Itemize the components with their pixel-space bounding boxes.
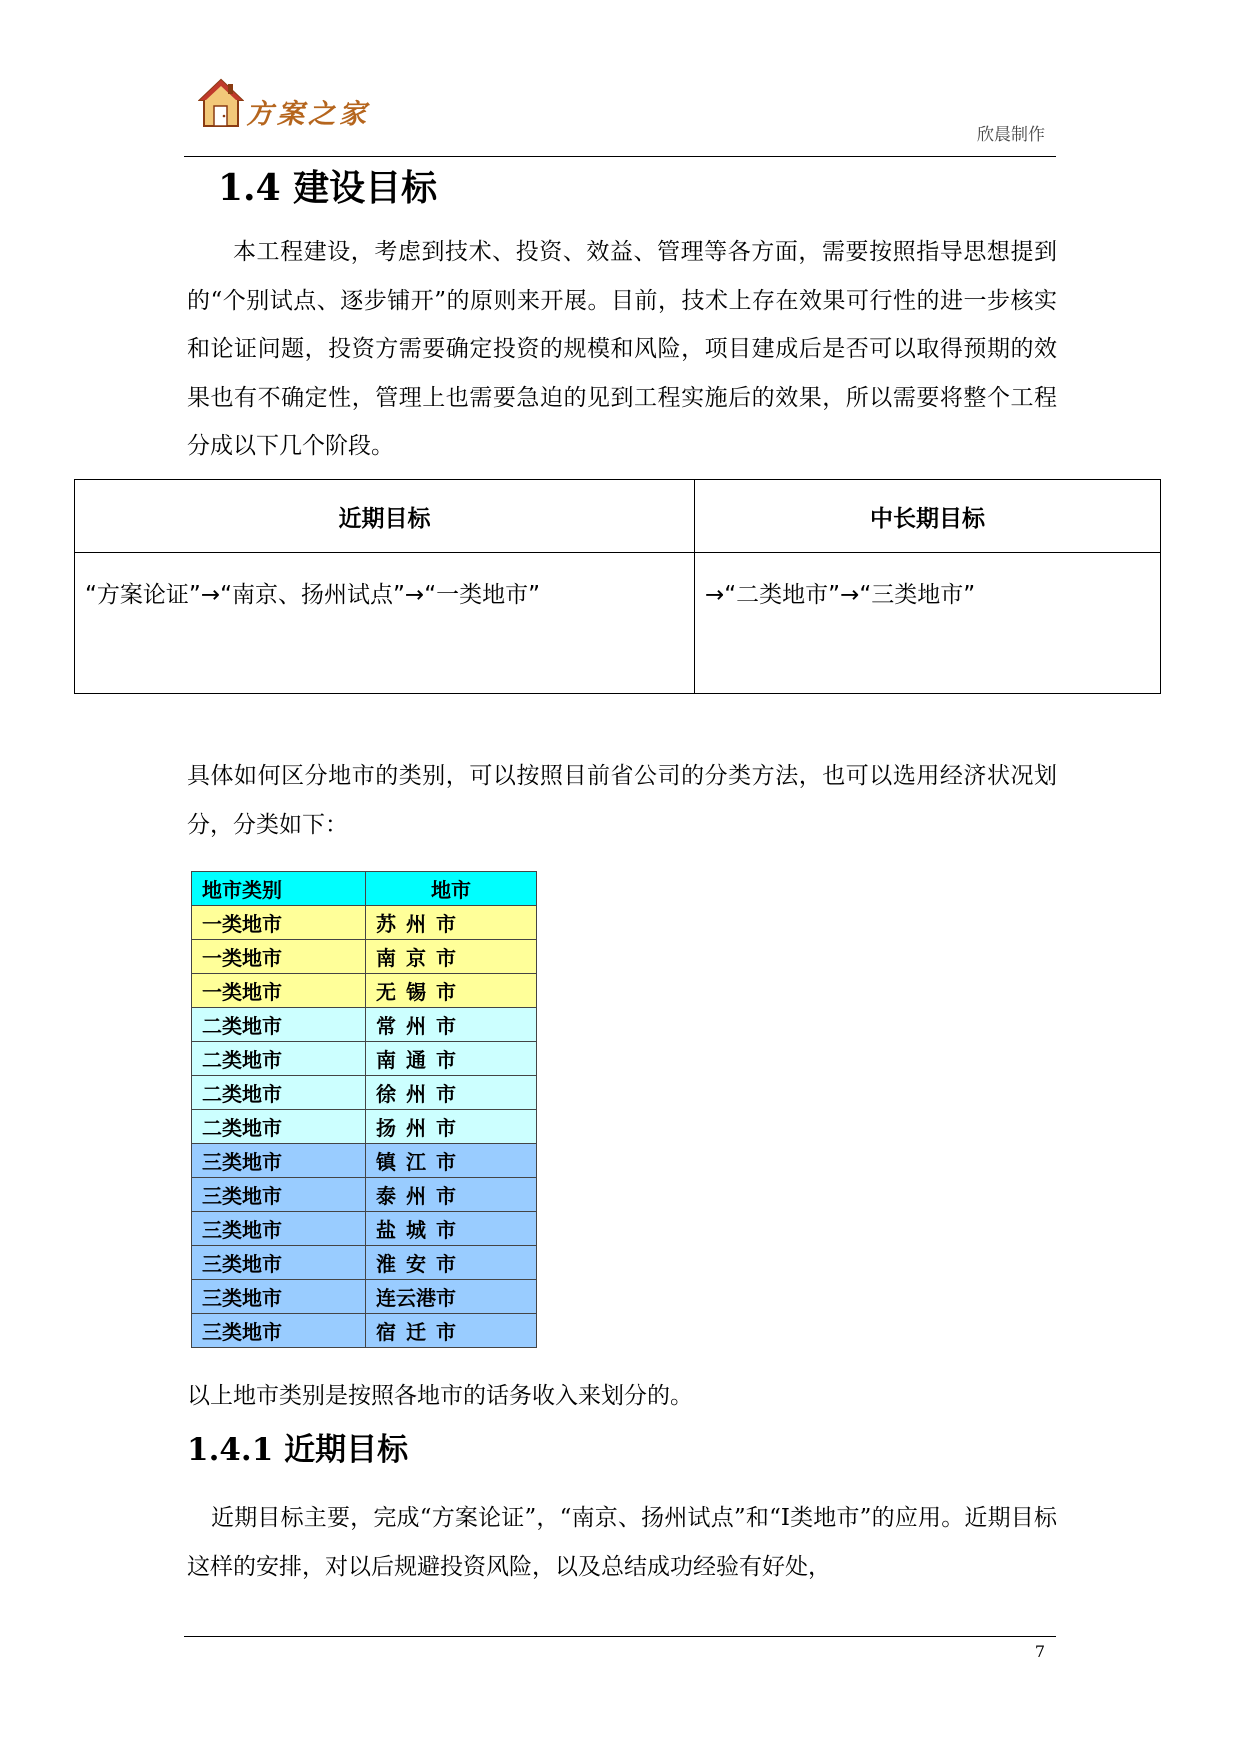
city-cell: 常州市: [366, 1008, 537, 1042]
category-cell: 三类地市: [192, 1144, 366, 1178]
city-table: [191, 871, 537, 1348]
section-title: 1.4 建设目标: [218, 167, 438, 209]
goals-header-near: 近期目标: [75, 480, 695, 553]
city-cell: 淮安市: [366, 1246, 537, 1280]
table-row: [192, 1144, 537, 1178]
city-cell: 苏州市: [366, 906, 537, 940]
header-maker: 欣晨制作: [977, 125, 1045, 145]
city-cell: 泰州市: [366, 1178, 537, 1212]
category-cell: 三类地市: [192, 1212, 366, 1246]
category-cell: 二类地市: [192, 1076, 366, 1110]
table-row: [192, 1314, 537, 1348]
table-row: [192, 1076, 537, 1110]
page-number: 7: [1034, 1642, 1045, 1661]
category-cell: 二类地市: [192, 1008, 366, 1042]
city-cell: 连云港市: [366, 1280, 537, 1314]
city-cell: 徐州市: [366, 1076, 537, 1110]
goals-header-long: 中长期目标: [695, 480, 1161, 553]
category-cell: 三类地市: [192, 1178, 366, 1212]
category-cell: 三类地市: [192, 1246, 366, 1280]
category-cell: 三类地市: [192, 1314, 366, 1348]
city-table-header-category: 地市类别: [192, 872, 366, 906]
city-cell: 南通市: [366, 1042, 537, 1076]
goals-cell-near: “方案论证”→“南京、扬州试点”→“一类地市”: [75, 553, 695, 694]
city-table-header-city: 地市: [366, 872, 537, 906]
table-row: [192, 1110, 537, 1144]
city-cell: 无锡市: [366, 974, 537, 1008]
subsection-title: 1.4.1 近期目标: [187, 1432, 409, 1468]
city-cell: 镇江市: [366, 1144, 537, 1178]
footer-divider: [184, 1636, 1056, 1637]
category-cell: 一类地市: [192, 906, 366, 940]
table-row: [192, 906, 537, 940]
section-paragraph: 本工程建设，考虑到技术、投资、效益、管理等各方面，需要按照指导思想提到的“个别试点、逐步铺开”的原则来开展。目前，技术上存在效果可行性的进一步核实和论证问题，投资方需要确定投资的规模和风险，项目建成后是否可以取得预期的效果也有不确定性，管理上也需要急迫的见到工程实施后的效果，所以需要将整个工程分成以下几个阶段。: [187, 239, 1057, 459]
category-cell: 二类地市: [192, 1042, 366, 1076]
table-row: [192, 1008, 537, 1042]
goals-cell-long: →“二类地市”→“三类地市”: [695, 553, 1161, 694]
classification-paragraph: 具体如何区分地市的类别，可以按照目前省公司的分类方法，也可以选用经济状况划分，分类如下：: [187, 763, 1057, 838]
table-row: [192, 1212, 537, 1246]
goals-table: [74, 479, 1161, 694]
city-table-wrapper: [191, 871, 537, 1348]
header-divider: [184, 156, 1056, 157]
table-row: [192, 1178, 537, 1212]
table-row: [192, 1042, 537, 1076]
house-icon: [198, 78, 244, 130]
subsection-paragraph: 近期目标主要，完成“方案论证”，“南京、扬州试点”和“I类地市”的应用。近期目标这样的安排，对以后规避投资风险，以及总结成功经验有好处，: [187, 1505, 1057, 1580]
city-cell: 扬州市: [366, 1110, 537, 1144]
logo-text: 方案之家: [246, 99, 370, 130]
table-row: [192, 1246, 537, 1280]
city-cell: 盐城市: [366, 1212, 537, 1246]
city-cell: 南京市: [366, 940, 537, 974]
city-cell: 宿迁市: [366, 1314, 537, 1348]
category-cell: 一类地市: [192, 940, 366, 974]
category-cell: 二类地市: [192, 1110, 366, 1144]
table-row: [192, 974, 537, 1008]
table-row: [192, 940, 537, 974]
table-row: [192, 1280, 537, 1314]
table-note: 以上地市类别是按照各地市的话务收入来划分的。: [187, 1383, 693, 1409]
category-cell: 三类地市: [192, 1280, 366, 1314]
category-cell: 一类地市: [192, 974, 366, 1008]
